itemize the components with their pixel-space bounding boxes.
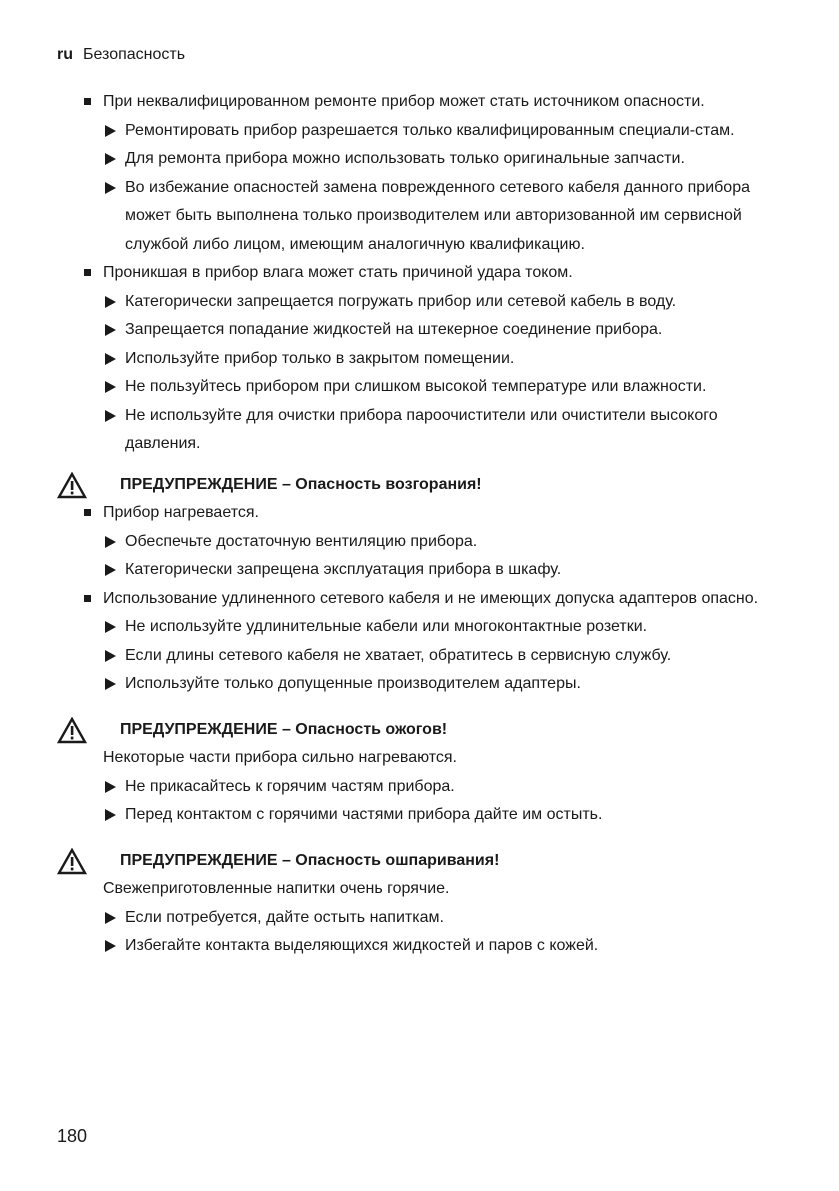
bullet-item: Использование удлиненного сетевого кабеля и не имеющих допуска адаптеров опасно.: [0, 585, 793, 614]
instruction-item: Если потребуется, дайте остыть напиткам.: [0, 904, 793, 933]
instruction-item: Категорически запрещена эксплуатация прибора в шкафу.: [0, 556, 793, 585]
instruction-item: Не используйте удлинительные кабели или многоконтактные розетки.: [0, 613, 793, 642]
language-code: ru: [57, 46, 73, 63]
warning-heading: [0, 471, 839, 500]
instruction-item: Используйте только допущенные производителем адаптеры.: [0, 670, 793, 699]
bullet-item: При неквалифицированном ремонте прибор может стать источником опасности.: [0, 88, 793, 117]
instruction-item: Перед контактом с горячими частями прибора дайте им остыть.: [0, 801, 793, 830]
warning-text: ПРЕДУПРЕЖДЕНИЕ – Опасность ожогов!: [120, 720, 448, 738]
bullet-item: Прибор нагревается.: [0, 499, 793, 528]
instruction-item: Обеспечьте достаточную вентиляцию прибора.: [0, 528, 793, 557]
bullet-item: Проникшая в прибор влага может стать причиной удара током.: [0, 259, 793, 288]
instruction-item: Во избежание опасностей замена поврежденного сетевого кабеля данного прибора может быть выполнена только производителем или авторизованной им сервисной службой либо лицом, имеющим аналогичную квалификацию.: [0, 174, 793, 260]
instruction-item: Для ремонта прибора можно использовать только оригинальные запчасти.: [0, 145, 793, 174]
safety-content: [0, 88, 839, 961]
instruction-item: Если длины сетевого кабеля не хватает, обратитесь в сервисную службу.: [0, 642, 793, 671]
instruction-item: Избегайте контакта выделяющихся жидкостей и паров с кожей.: [0, 932, 793, 961]
instruction-item: Категорически запрещается погружать прибор или сетевой кабель в воду.: [0, 288, 793, 317]
warning-heading: [0, 716, 839, 745]
instruction-item: Используйте прибор только в закрытом помещении.: [0, 345, 793, 374]
instruction-item: Не используйте для очистки прибора пароочистители или очистители высокого давления.: [0, 402, 793, 459]
instruction-item: Запрещается попадание жидкостей на штекерное соединение прибора.: [0, 316, 793, 345]
intro-text: Некоторые части прибора сильно нагреваются.: [103, 749, 457, 766]
page-header: [57, 46, 185, 64]
page-number: 180: [57, 1126, 88, 1146]
instruction-item: Не пользуйтесь прибором при слишком высокой температуре или влажности.: [0, 373, 793, 402]
instruction-item: Ремонтировать прибор разрешается только квалифицированным специали-стам.: [0, 117, 793, 146]
warning-text: ПРЕДУПРЕЖДЕНИЕ – Опасность возгорания!: [120, 475, 482, 493]
warning-triangle-icon: [57, 848, 87, 875]
warning-triangle-icon: [57, 472, 87, 499]
instruction-item: Не прикасайтесь к горячим частям прибора.: [0, 773, 793, 802]
intro-text: Свежеприготовленные напитки очень горячие.: [103, 880, 450, 897]
warning-heading: [0, 847, 839, 876]
warning-text: ПРЕДУПРЕЖДЕНИЕ – Опасность ошпаривания!: [120, 851, 500, 869]
warning-triangle-icon: [57, 717, 87, 744]
section-title: Безопасность: [83, 46, 186, 63]
